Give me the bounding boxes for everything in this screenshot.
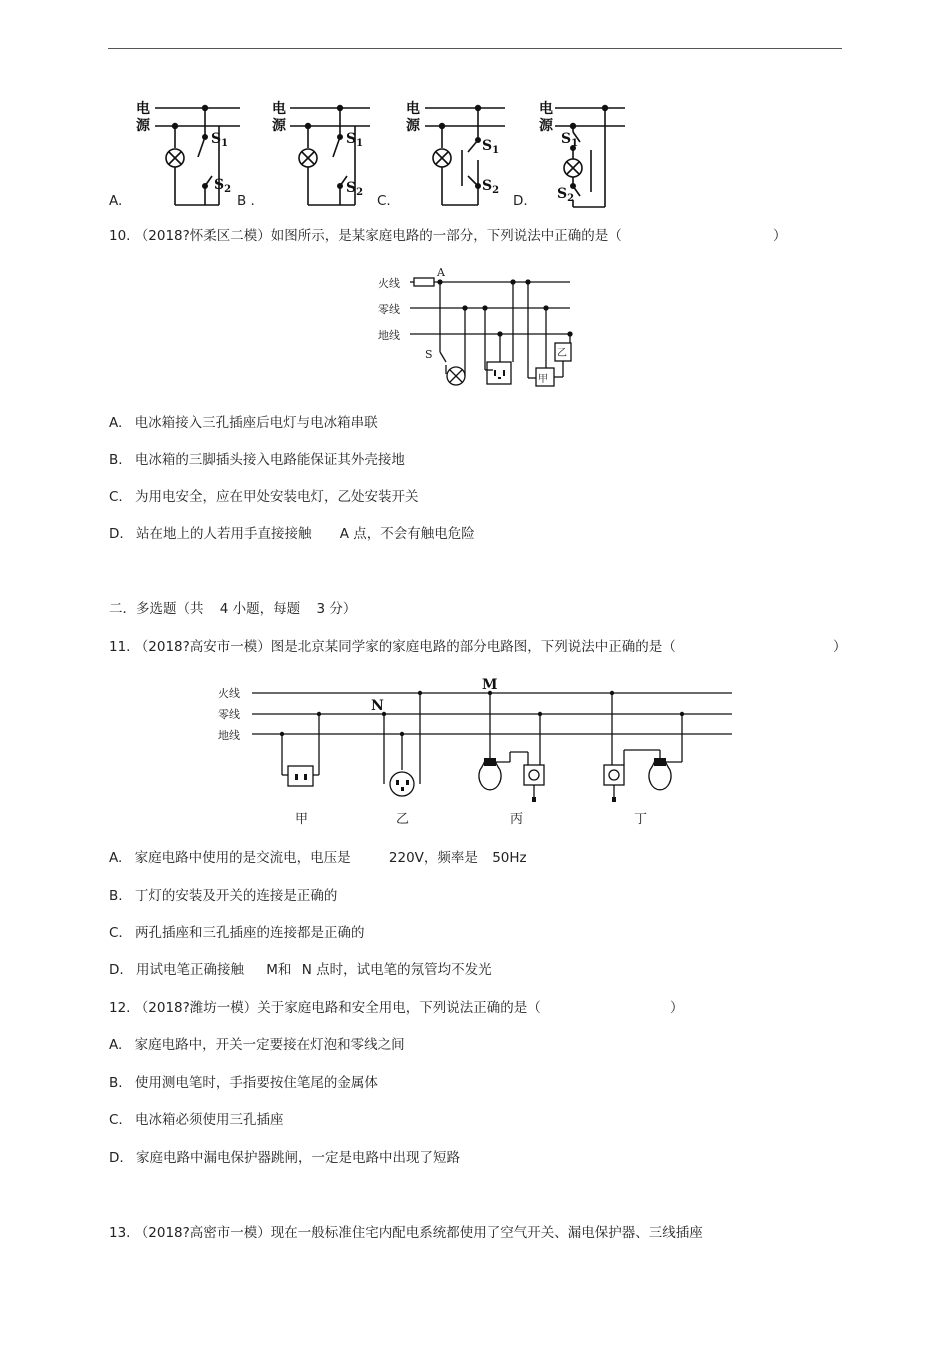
q9d-s1-sub: 1 bbox=[571, 138, 579, 149]
q9a-source-bottom: 源 bbox=[136, 118, 150, 134]
q11-live-label: 火线 bbox=[218, 687, 240, 700]
q10-ground-label: 地线 bbox=[378, 329, 400, 342]
q11-option-b: B. 丁灯的安装及开关的连接是正确的 bbox=[109, 888, 338, 904]
q10-switch-label: S bbox=[425, 348, 433, 361]
q9d-s2-sub: 2 bbox=[567, 193, 575, 204]
q9b-s2-sub: 2 bbox=[356, 187, 364, 198]
q9d-s1: S bbox=[561, 131, 572, 147]
q9-choice-d: D. bbox=[513, 193, 528, 209]
q9a-s1-sub: 1 bbox=[221, 138, 229, 149]
q13-number: 13. bbox=[109, 1225, 131, 1241]
q13-stem-line bbox=[109, 1224, 703, 1242]
q11-yi-label: 乙 bbox=[396, 812, 410, 827]
q13-stem: （2018?高密市一模）现在一般标准住宅内配电系统都使用了空气开关、漏电保护器、三线插座 bbox=[134, 1225, 703, 1241]
q9c-source-bottom: 源 bbox=[406, 118, 420, 134]
q9a-s2: S bbox=[214, 177, 225, 193]
q11-ding-label: 丁 bbox=[634, 812, 648, 827]
q9b-s1-sub: 1 bbox=[356, 138, 364, 149]
q10-answer-close: ） bbox=[773, 228, 787, 244]
q9c-s1-sub: 1 bbox=[492, 145, 500, 156]
q9-choice-c: C. bbox=[377, 193, 391, 209]
q12-option-b: B. 使用测电笔时，手指要按住笔尾的金属体 bbox=[109, 1075, 378, 1091]
q11-number: 11. bbox=[109, 639, 131, 655]
q11-bing-label: 丙 bbox=[510, 812, 524, 827]
q10-option-d: D. 站在地上的人若用手直接接触 A 点，不会有触电危险 bbox=[109, 526, 475, 542]
q12-stem-line bbox=[109, 999, 541, 1017]
q9a-source-top: 电 bbox=[136, 101, 150, 117]
q12-option-d: D. 家庭电路中漏电保护器跳闸，一定是电路中出现了短路 bbox=[109, 1150, 460, 1166]
q10-neutral-label: 零线 bbox=[378, 303, 400, 316]
q12-stem: （2018?潍坊一模）关于家庭电路和安全用电，下列说法正确的是（ bbox=[134, 1000, 541, 1016]
q12-number: 12. bbox=[109, 1000, 131, 1016]
q11-point-m: M bbox=[482, 677, 498, 693]
q9d-s2: S bbox=[557, 186, 568, 202]
q10-option-b: B. 电冰箱的三脚插头接入电路能保证其外壳接地 bbox=[109, 452, 405, 468]
q10-yi-label: 乙 bbox=[557, 348, 567, 359]
q9c-s1: S bbox=[482, 138, 493, 154]
q11-jia-label: 甲 bbox=[295, 812, 309, 827]
q10-live-label: 火线 bbox=[378, 277, 400, 290]
q9b-s1: S bbox=[346, 131, 357, 147]
q11-ground-label: 地线 bbox=[218, 729, 240, 742]
q9c-source-top: 电 bbox=[406, 101, 420, 117]
q10-option-a: A. 电冰箱接入三孔插座后电灯与电冰箱串联 bbox=[109, 415, 378, 431]
q11-neutral-label: 零线 bbox=[218, 708, 240, 721]
q9b-source-bottom: 源 bbox=[272, 118, 286, 134]
q11-option-a: A. 家庭电路中使用的是交流电，电压是 220V，频率是 50Hz bbox=[109, 850, 527, 866]
q10-jia-label: 甲 bbox=[538, 374, 548, 385]
q9b-source-top: 电 bbox=[272, 101, 286, 117]
q10-option-c: C. 为用电安全，应在甲处安装电灯，乙处安装开关 bbox=[109, 489, 419, 505]
q9b-s2: S bbox=[346, 180, 357, 196]
q11-point-n: N bbox=[371, 698, 384, 714]
q12-option-c: C. 电冰箱必须使用三孔插座 bbox=[109, 1112, 284, 1128]
q11-option-d: D. 用试电笔正确接触 M和 N 点时，试电笔的氖管均不发光 bbox=[109, 962, 492, 978]
q12-option-a: A. 家庭电路中，开关一定要接在灯泡和零线之间 bbox=[109, 1037, 405, 1053]
q9c-s2-sub: 2 bbox=[492, 185, 500, 196]
q10-number: 10. bbox=[109, 228, 131, 244]
q9-choice-a: A. bbox=[109, 193, 123, 209]
q9-choice-b: B . bbox=[237, 193, 255, 209]
q10-stem: （2018?怀柔区二模）如图所示，是某家庭电路的一部分，下列说法中正确的是（ bbox=[134, 228, 622, 244]
q12-answer-close: ） bbox=[670, 1000, 684, 1016]
q9a-s1: S bbox=[211, 131, 222, 147]
q11-option-c: C. 两孔插座和三孔插座的连接都是正确的 bbox=[109, 925, 365, 941]
q9c-s2: S bbox=[482, 178, 493, 194]
q11-answer-close: ） bbox=[833, 639, 847, 655]
q9d-source-bottom: 源 bbox=[539, 118, 553, 134]
q9a-s2-sub: 2 bbox=[224, 184, 232, 195]
q11-stem: （2018?高安市一模）图是北京某同学家的家庭电路的部分电路图，下列说法中正确的是（ bbox=[134, 639, 676, 655]
q9d-source-top: 电 bbox=[539, 101, 553, 117]
q10-point-a: A bbox=[437, 266, 445, 279]
section-2-heading: 二．多选题（共 4 小题，每题 3 分） bbox=[109, 601, 357, 617]
